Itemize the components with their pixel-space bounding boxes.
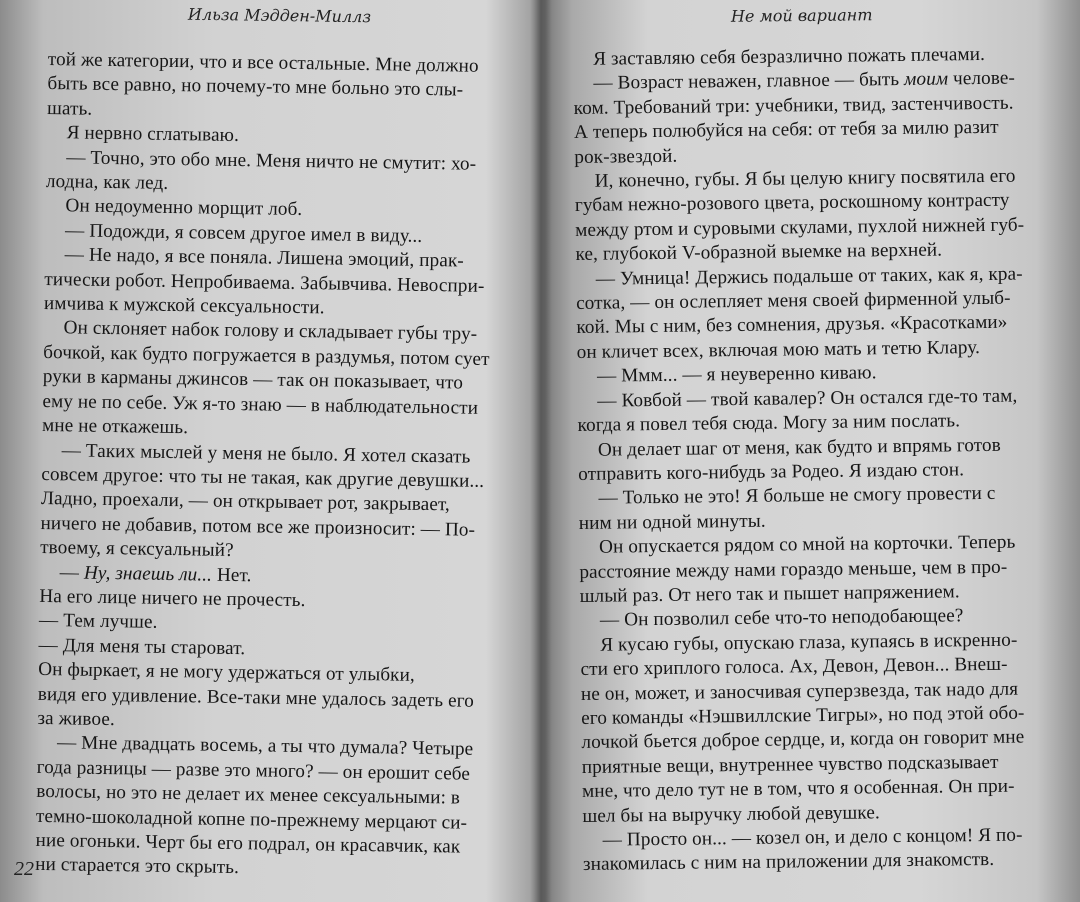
text-line: между ртом и суровыми скулами, пухлой нижней губ- [575,214,1025,241]
text-line: сотка, — он ослепляет меня своей фирменной улыб- [575,287,1011,315]
text-line: рок-звездой. [574,145,678,168]
text-line: ему не по себе. Уж я-то знаю — в наблюдательности [42,390,479,419]
text-line: шать. [46,97,93,120]
text-line: — Просто он... — козел он, и дело с концом! Я по- [602,824,1023,851]
text-line: волосы, но это не делает их менее сексуальными: в [36,781,461,809]
text-line: — Ммм... — я неуверенно киваю. [596,362,877,388]
text-line: — Умница! Держись подальше от таких, как я, кра- [595,263,1023,290]
text-line: тически робот. Непробиваема. Забывчива. Невоспри- [44,268,485,297]
text-line: — Ковбой — твой кавалер? Он остался где-то там, [597,385,1018,412]
text-line: — Тем лучше. [38,610,158,634]
text-line: мне не откажешь. [41,415,189,439]
text-line: ком. Требований три: учебники, твид, застенчивость. [573,92,1014,119]
text-line: — Подожди, я совсем другое имел в виду... [64,220,423,247]
text-line: А теперь полюбуйся на себя: от тебя за милю разит [573,117,999,144]
text-line: совсем другое: что ты не такая, как другие девушки... [41,463,485,492]
text-line: за живое. [37,707,116,731]
text-line: той же категории, что и все остальные. Мне должно [47,48,479,77]
text-line: — Он позволил себе что-то неподобающее? [599,605,964,632]
text-line: видя его удивление. Все-таки мне удалось задеть его [37,683,475,712]
text-line: — Не надо, я все поняла. Лишена эмоций, прак- [64,244,464,272]
text-line: Он недоуменно морщит лоб. [65,195,303,221]
text-line: ним ни одной минуты. [578,510,766,534]
text-line: лочкой бьется доброе сердце, и, когда он говорит мне [581,726,1025,754]
text-line: — Мне двадцать восемь, а ты что думала? Четыре [56,732,474,761]
text-line: лодна, как лед. [45,171,169,194]
text-line: расстояние между нами гораздо меньше, чем в про- [579,556,1008,583]
text-line: руки в карманы джинсов — так он показывает, что [42,366,464,394]
right-page [545,0,1080,902]
text-line: отправить кого-нибудь за Родео. Я издаю стон. [578,459,965,485]
text-line: ке, глубокой V-образной выемке на верхней. [575,239,943,266]
text-line: бочкой, как будто погружается в раздумья, потом сует [43,341,490,370]
text-line: Он делает шаг от меня, как будто и впрямь готов [597,434,1001,461]
text-line: он кличет всех, включая мою мать и тетю Клару. [576,336,981,363]
text-line: Ладно, проехали, — он открывает рот, закрывает, [40,488,451,516]
text-line: его команды «Нэшвиллские Тигры», но под этой обо- [581,702,1025,729]
text-line: На его лице ничего не прочесть. [39,585,306,612]
text-line: не он, может, и заносчивая суперзвезда, так надо для [580,678,1019,705]
text-line: — Возраст неважен, главное — быть моим челове- [593,68,1016,95]
text-line: — Точно, это обо мне. Меня ничто не смутит: хо- [66,146,477,175]
right-running-header: Не мой вариант [730,5,873,26]
text-line: ни старается это скрыть. [35,854,240,879]
text-line: темно-шоколадной копне по-прежнему мерцают си- [35,805,468,834]
page-number: 22 [14,858,34,880]
text-line: Он опускается рядом со мной на корточки. Теперь [598,531,1016,558]
text-line: твоему, я сексуальный? [39,537,234,562]
text-line: — Таких мыслей у меня не было. Я хотел сказать [61,439,471,468]
text-line: — Для меня ты староват. [38,634,246,659]
text-line: Я нервно сглатываю. [66,122,240,147]
text-line: когда я повел тебя сюда. Могу за ним послать. [577,410,961,437]
text-line: мне, что дело тут не в том, что я особенная. Он при- [581,775,1015,803]
text-line: губам нежно-розового цвета, роскошному контрасту [574,190,1010,217]
left-page-text [35,48,488,885]
text-line: знакомилась с ним на приложении для знакомств. [582,849,995,876]
text-line: И, конечно, губы. Я бы целую книгу посвятила его [594,165,1016,192]
text-line: шлый раз. От него так и пышет напряжением. [579,581,960,607]
text-line: Он фыркает, я не могу удержаться от улыбки, [38,659,415,686]
text-line: приятные вещи, внутреннее чувство подсказывает [581,751,999,778]
left-page [0,0,535,902]
text-line: быть все равно, но почему-то мне больно это слы- [47,73,464,101]
text-line: ничего не добавив, потом все же произносит: — По- [40,512,476,541]
text-line: Я заставляю себя безразлично пожать плечами. [593,43,986,70]
text-line: кой. Мы с ним, без сомнения, друзья. «Красотками» [576,312,1008,339]
text-line: сти его хриплого голоса. Ах, Девон, Девон... Внеш- [580,653,1008,681]
text-line: шел бы на выручку любой девушке. [582,801,880,827]
text-line: Я кусаю губы, опускаю глаза, купаясь в искренно- [600,629,1018,656]
text-line: имчива к мужской сексуальности. [43,293,325,319]
text-line: Он склоняет набок голову и складывает губы тру- [63,317,478,346]
text-line: — Ну, знаешь ли... Нет. [59,561,252,586]
text-line: года разницы — разве это много? — он ерошит себе [36,756,471,785]
text-line: — Только не это! Я больше не смогу провести с [598,483,996,510]
text-line: ние огоньки. Черт бы его подрал, он красавчик, как [35,829,461,858]
left-running-header: Ильза Мэдден-Миллз [187,4,372,27]
right-page-text [573,42,1053,877]
